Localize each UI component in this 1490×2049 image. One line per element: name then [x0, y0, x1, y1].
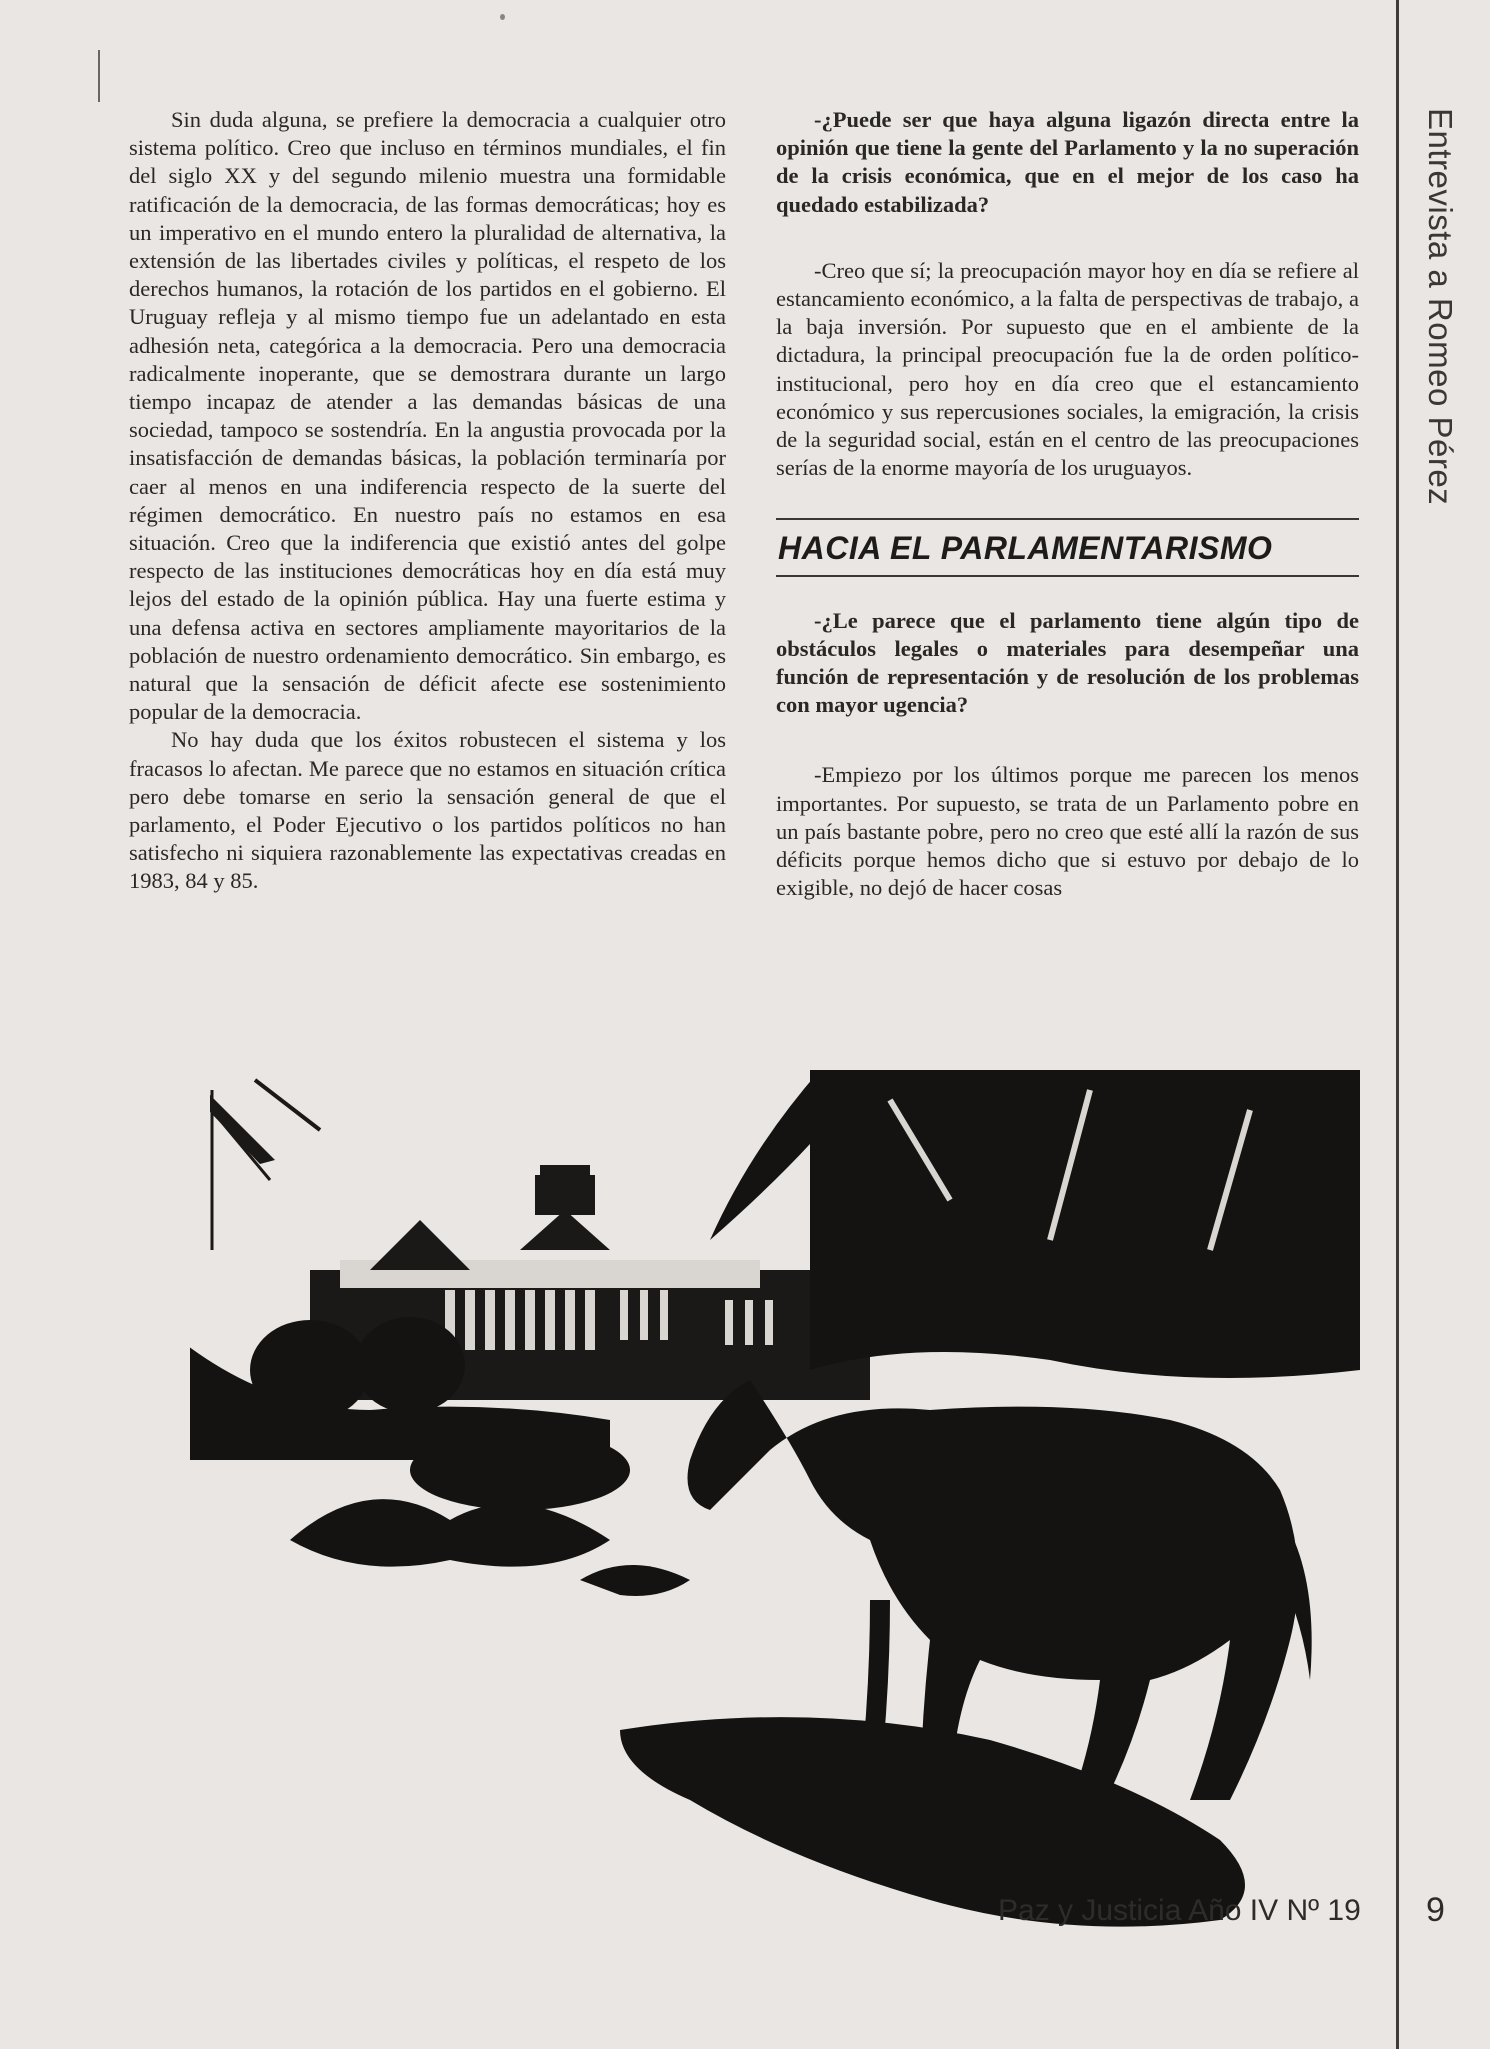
paper-speck	[500, 14, 505, 20]
page-number: 9	[1426, 1891, 1445, 1929]
flag-illustration	[210, 1080, 320, 1250]
section-heading-box	[776, 518, 1359, 576]
left-paragraph-1: Sin duda alguna, se prefiere la democracia a cualquier otro sistema político. Creo que incluso en términos mundiales, el fin del siglo XX y del segundo milenio muestra una formidable ratificación de la democracia, de las formas democráticas; hoy es un imperativo en el mundo entero la pluralidad de alternativa, la extensión de las libertades civiles y políticas, el respeto de los derechos humanos, la rotación de los partidos en el gobierno. El Uruguay refleja y al mismo tiempo fue un adelantado en esta adhesión neta, categórica a la democracia. Pero una democracia radicalmente inoperante, que se demostrara durante un largo tiempo incapaz de atender a las demandas básicas de una sociedad, tampoco se sostendría. En la angustia provocada por la insatisfacción de demandas básicas, la población terminaría por caer al menos en una indiferencia respecto de la suerte del régimen democrático. En nuestro país no estamos en esa situación. Creo que la indiferencia que existió antes del golpe respecto de las instituciones democráticas hoy en día está muy lejos del estado de la opinión pública. Hay una fuerte estima y una defensa activa en sectores ampliamente mayoritarios de la población de nuestro ordenamiento democrático. Sin embargo, es natural que la sensación de déficit afecte ese sostenimiento popular de la democracia.	[129, 107, 726, 725]
publication-footer: Paz y Justicia Año IV Nº 19	[998, 1894, 1361, 1927]
side-title: Entrevista a Romeo Pérez	[1422, 108, 1459, 506]
interview-question-1: -¿Puede ser que haya alguna ligazón directa entre la opinión que tiene la gente del Parlamento y la no superación de la crisis económica, que en el mejor de los caso ha quedado estabilizada?	[776, 107, 1359, 217]
left-column	[129, 106, 726, 896]
interview-answer-1: -Creo que sí; la preocupación mayor hoy en día se refiere al estancamiento económico, a la falta de perspectivas de trabajo, a la baja inversión. Por supuesto que en el ambiente de la dictadura, la principal preocupación fue la de orden político-institucional, pero hoy en día creo que el estancamiento económico y sus repercusiones sociales, la emigración, la crisis de la seguridad social, están en el centro de las preocupaciones serías de la enorme mayoría de los uruguayos.	[776, 257, 1359, 481]
right-column	[776, 106, 1359, 902]
interview-answer-2: -Empiezo por los últimos porque me parecen los menos importantes. Por supuesto, se trata de un Parlamento pobre en un país bastante pobre, pero no creo que esté allí la razón de sus déficits porque hemos dicho que si estuvo por debajo de lo exigible, no dejó de hacer cosas	[776, 762, 1359, 901]
section-heading: HACIA EL PARLAMENTARISMO	[778, 530, 1273, 567]
left-paragraph-2: No hay duda que los éxitos robustecen el sistema y los fracasos lo afectan. Me parece que no estamos en situación crítica pero debe tomarse en serio la sensación general de que el parlamento, el Poder Ejecutivo o los partidos políticos no han satisfecho ni siquiera razonablemente las expectativas creadas en 1983, 84 y 85.	[129, 727, 726, 894]
side-rule	[1396, 0, 1399, 2049]
interview-question-2: -¿Le parece que el parlamento tiene algún tipo de obstáculos legales o materiales para desempeñar una función de representación y de resolución de los problemas con mayor ugencia?	[776, 607, 1359, 718]
parliament-photo	[190, 1040, 1360, 1940]
margin-mark	[98, 50, 100, 102]
